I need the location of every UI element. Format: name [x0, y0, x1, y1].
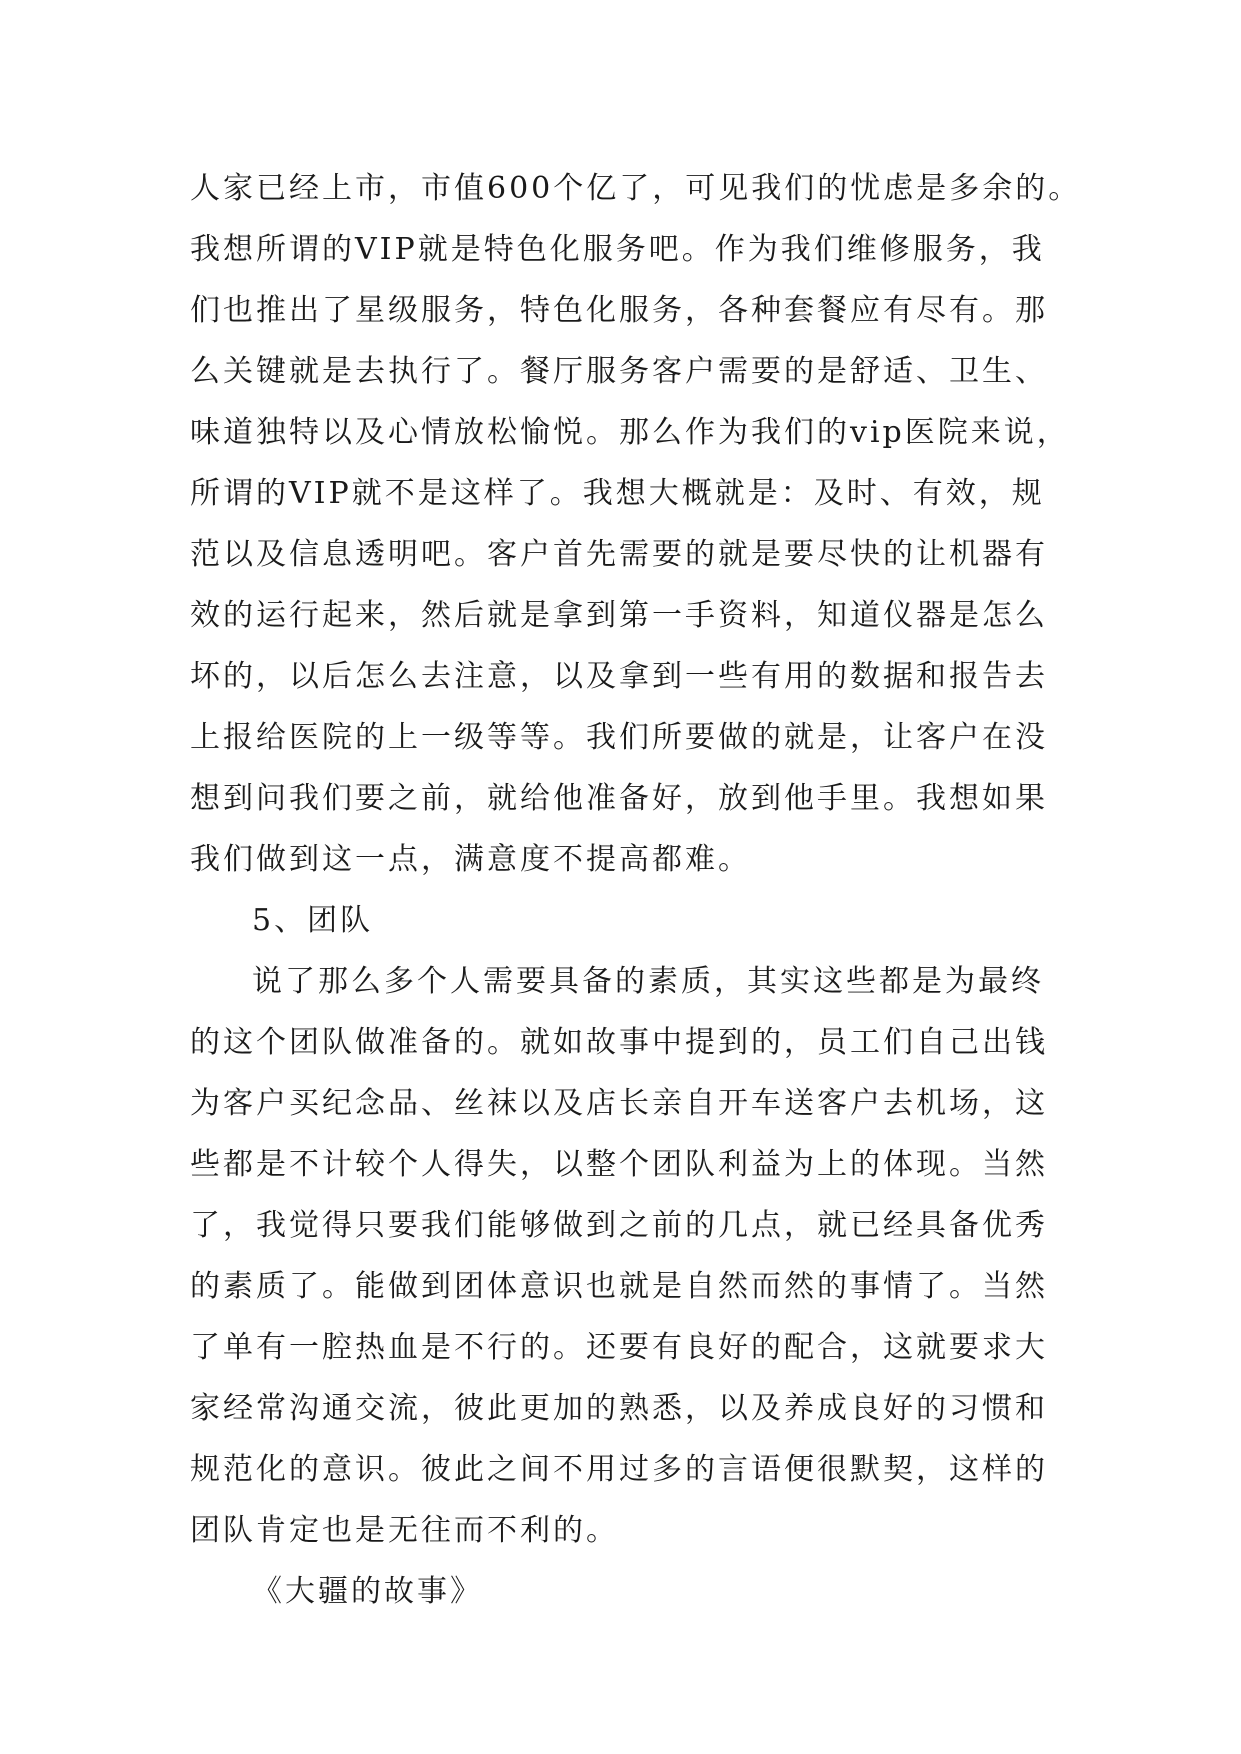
text-line: 些都是不计较个人得失，以整个团队利益为上的体现。当然 — [190, 1147, 1048, 1182]
text-line: 人家已经上市，市值600个亿了，可见我们的忧虑是多余的。 — [190, 171, 1082, 206]
text-line: 团队肯定也是无往而不利的。 — [190, 1513, 619, 1548]
text-line: 所谓的VIP就不是这样了。我想大概就是：及时、有效，规 — [190, 476, 1045, 511]
text-line: 家经常沟通交流，彼此更加的熟悉，以及养成良好的习惯和 — [190, 1391, 1048, 1426]
text-line: 效的运行起来，然后就是拿到第一手资料，知道仪器是怎么 — [190, 598, 1048, 633]
text-line: 的这个团队做准备的。就如故事中提到的，员工们自己出钱 — [190, 1025, 1048, 1060]
text-line: 我们做到这一点，满意度不提高都难。 — [190, 842, 751, 877]
text-line: 么关键就是去执行了。餐厅服务客户需要的是舒适、卫生、 — [190, 354, 1048, 389]
paragraph-start: 说了那么多个人需要具备的素质，其实这些都是为最终 — [252, 964, 1044, 999]
text-line: 上报给医院的上一级等等。我们所要做的就是，让客户在没 — [190, 720, 1048, 755]
text-line: 的素质了。能做到团体意识也就是自然而然的事情了。当然 — [190, 1269, 1048, 1304]
text-line: 为客户买纪念品、丝袜以及店长亲自开车送客户去机场，这 — [190, 1086, 1048, 1121]
text-line: 我想所谓的VIP就是特色化服务吧。作为我们维修服务，我 — [190, 232, 1045, 267]
text-line: 们也推出了星级服务，特色化服务，各种套餐应有尽有。那 — [190, 293, 1048, 328]
text-line: 了，我觉得只要我们能够做到之前的几点，就已经具备优秀 — [190, 1208, 1048, 1243]
text-line: 范以及信息透明吧。客户首先需要的就是要尽快的让机器有 — [190, 537, 1048, 572]
article-title: 《大疆的故事》 — [252, 1574, 483, 1609]
section-heading: 5、团队 — [252, 903, 374, 938]
text-line: 想到问我们要之前，就给他准备好，放到他手里。我想如果 — [190, 781, 1048, 816]
text-line: 了单有一腔热血是不行的。还要有良好的配合，这就要求大 — [190, 1330, 1048, 1365]
text-line: 味道独特以及心情放松愉悦。那么作为我们的vip医院来说， — [190, 415, 1070, 450]
body-text — [190, 158, 1082, 1622]
text-line: 坏的，以后怎么去注意，以及拿到一些有用的数据和报告去 — [190, 659, 1048, 694]
text-line: 规范化的意识。彼此之间不用过多的言语便很默契，这样的 — [190, 1452, 1048, 1487]
